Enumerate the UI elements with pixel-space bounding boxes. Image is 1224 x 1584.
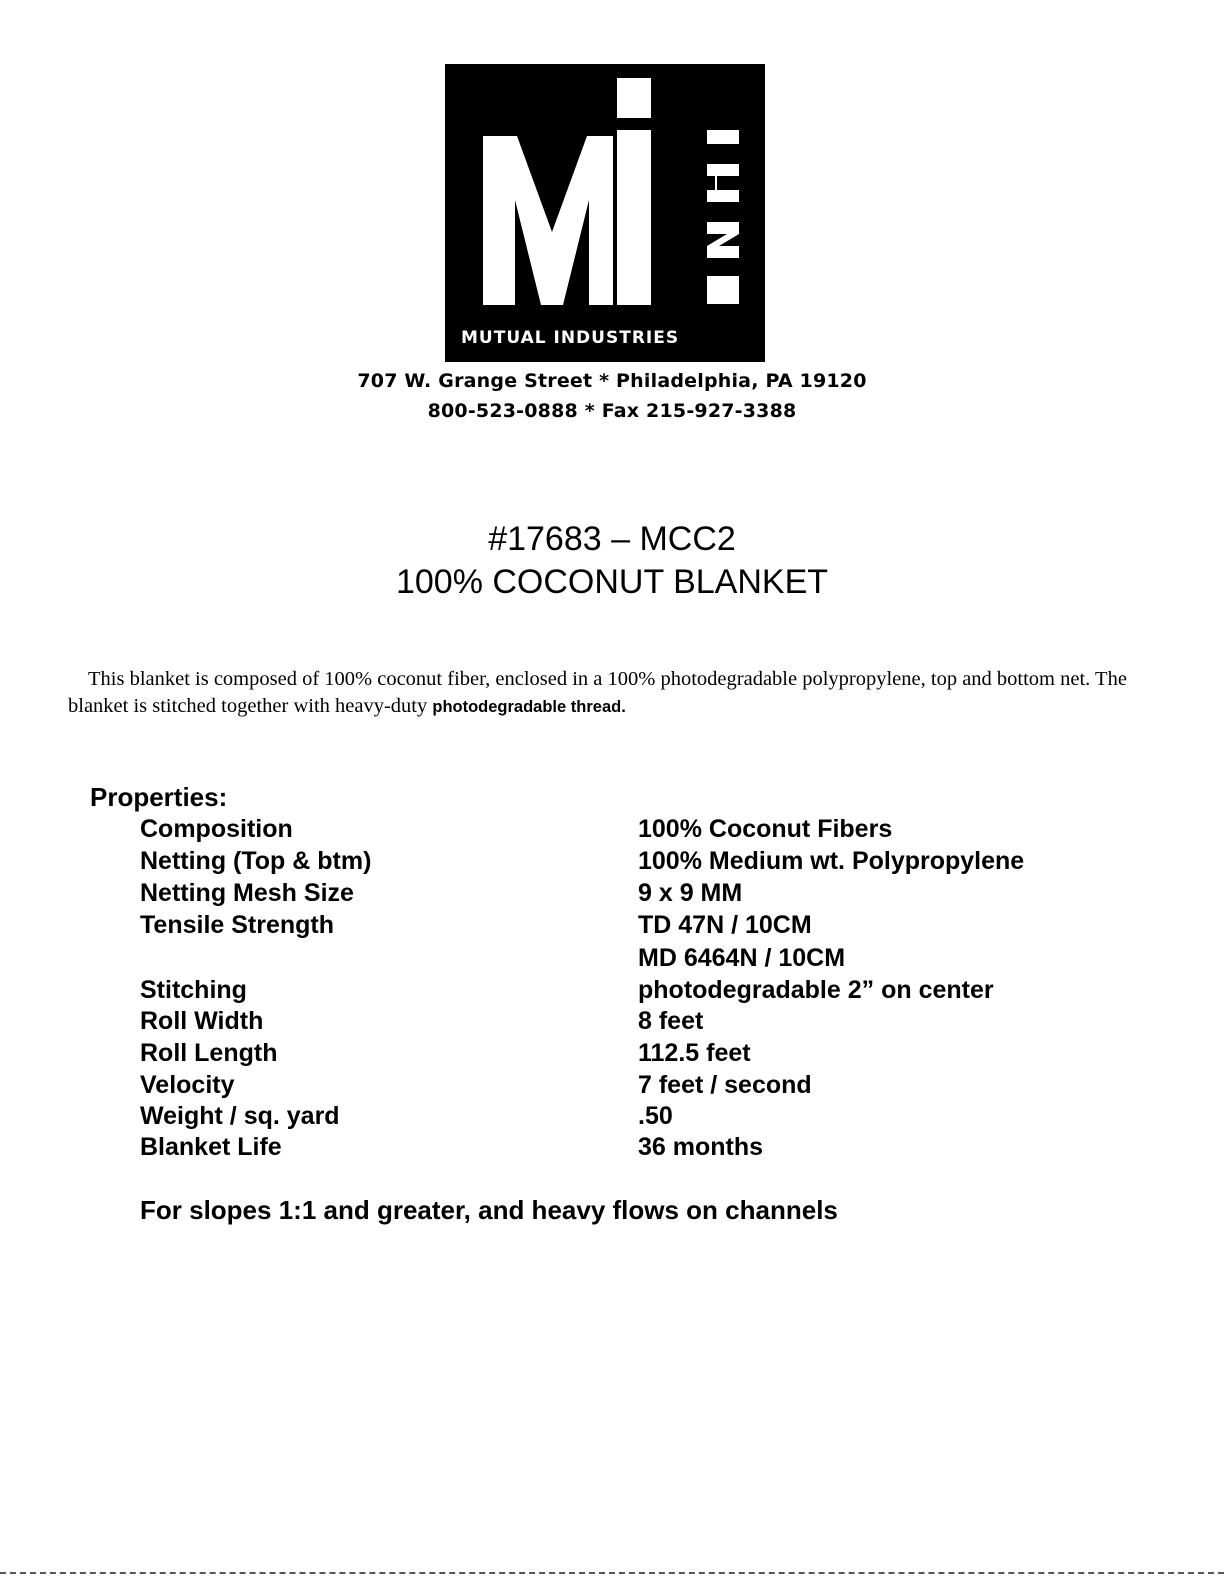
property-label: Netting Mesh Size [140, 879, 354, 907]
property-label: Weight / sq. yard [140, 1102, 340, 1130]
property-value: 112.5 feet [638, 1039, 751, 1067]
property-value: 7 feet / second [638, 1071, 812, 1099]
property-value: 100% Medium wt. Polypropylene [638, 847, 1025, 875]
property-label: Tensile Strength [140, 911, 335, 939]
property-label: Stitching [140, 976, 247, 1004]
product-number: #17683 – MCC2 [488, 520, 736, 558]
property-label: Blanket Life [140, 1133, 282, 1161]
property-value: TD 47N / 10CM [638, 911, 812, 939]
property-value: 100% Coconut Fibers [638, 815, 893, 843]
property-label: Netting (Top & btm) [140, 847, 372, 875]
property-label: Composition [140, 815, 293, 843]
property-value: 9 x 9 MM [638, 879, 743, 907]
property-value: 8 feet [638, 1007, 704, 1035]
description-text: This blanket is composed of 100% coconut fiber, enclosed in a 100% photodegradable polypropylene, top and bottom net. The blanket is stitched together with heavy-duty [68, 668, 1127, 717]
property-value: .50 [638, 1102, 673, 1130]
property-label: Roll Width [140, 1007, 264, 1035]
mutual-industries-logo [445, 64, 765, 362]
company-address: 707 W. Grange Street * Philadelphia, PA 19120 [357, 370, 867, 392]
property-value: photodegradable 2” on center [638, 976, 994, 1004]
application-note: For slopes 1:1 and greater, and heavy flows on channels [140, 1195, 838, 1225]
logo-company-name: MUTUAL INDUSTRIES [461, 328, 680, 348]
scan-edge-divider [0, 1572, 1224, 1574]
property-value: 36 months [638, 1133, 764, 1161]
description-tail: photodegradable thread. [432, 698, 626, 716]
product-description [68, 666, 1148, 721]
properties-heading: Properties: [90, 782, 228, 812]
property-label: Roll Length [140, 1039, 278, 1067]
product-name: 100% COCONUT BLANKET [395, 563, 829, 601]
property-value: MD 6464N / 10CM [638, 944, 846, 972]
company-phone-fax: 800-523-0888 * Fax 215-927-3388 [427, 400, 797, 422]
property-label: Velocity [140, 1071, 235, 1099]
